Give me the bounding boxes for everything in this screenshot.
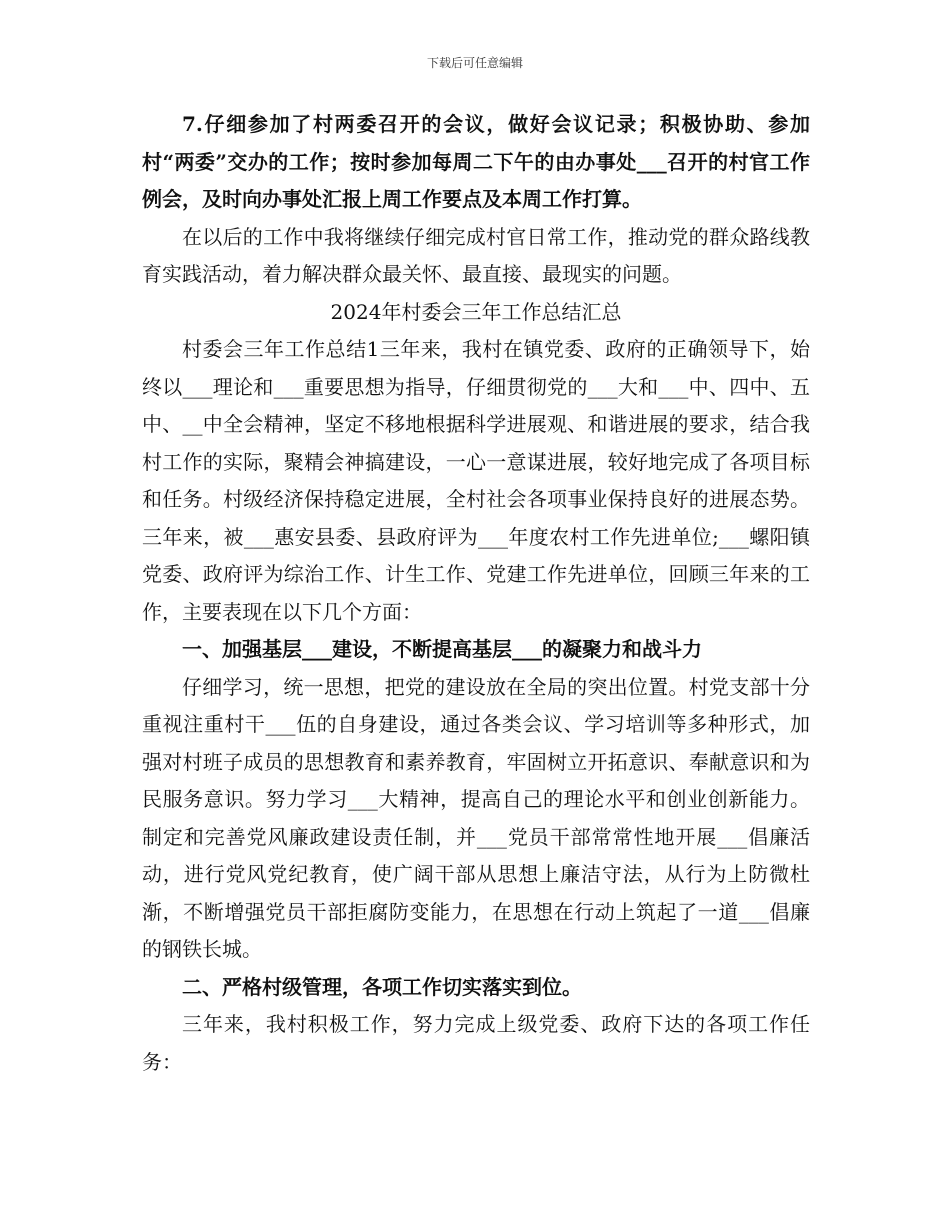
paragraph-section-1: 仔细学习，统一思想，把党的建设放在全局的突出位置。村党支部十分重视注重村干___伍的自身建设，通过各类会议、学习培训等多种形式，加强对村班子成员的思想教育和素养教育，牢固树立开拓意识、奉献意识和为民服务意识。努力学习___大精神，提高自己的理论水平和创业创新能力。制定和完善党风廉政建设责任制，并___党员干部常常性地开展___倡廉活动，进行党风党纪教育，使广阔干部从思想上廉洁守法，从行为上防微杜渐，不断增强党员干部拒腐防变能力，在思想在行动上筑起了一道___倡廉的钢铁长城。 — [142, 674, 810, 961]
section-heading-2: 二、严格村级管理，各项工作切实落实到位。 — [182, 974, 582, 999]
paragraph-intro: 村委会三年工作总结1三年来，我村在镇党委、政府的正确领导下，始终以___理论和___重要思想为指导，仔细贯彻党的___大和___中、四中、五中、__中全会精神，坚定不移地根据科学进展观、和谐进展的要求，结合我村工作的实际，聚精会神搞建设，一心一意谋进展，较好地完成了各项目标和任务。村级经济保持稳定进展，全村社会各项事业保持良好的进展态势。三年来，被___惠安县委、县政府评为___年度农村工作先进单位;___螺阳镇党委、政府评为综治工作、计生工作、党建工作先进单位，回顾三年来的工作，主要表现在以下几个方面： — [142, 337, 810, 624]
paragraph-item-7: 7.仔细参加了村两委召开的会议，做好会议记录；积极协助、参加村“两委”交办的工作；按时参加每周二下午的由办事处___召开的村官工作例会，及时向办事处汇报上周工作要点及本周工作打算。 — [142, 112, 810, 211]
paragraph-closing: 在以后的工作中我将继续仔细完成村官日常工作，推动党的群众路线教育实践活动，着力解决群众最关怀、最直接、最现实的问题。 — [142, 224, 810, 286]
page-header: 下载后可任意编辑 — [426, 56, 523, 70]
section-heading-1: 一、加强基层___建设，不断提高基层___的凝聚力和战斗力 — [182, 637, 702, 661]
paragraph-section-2: 三年来，我村积极工作，努力完成上级党委、政府下达的各项工作任务： — [142, 1012, 810, 1074]
document-title: 2024年村委会三年工作总结汇总 — [330, 299, 622, 324]
document-body — [142, 106, 810, 1081]
